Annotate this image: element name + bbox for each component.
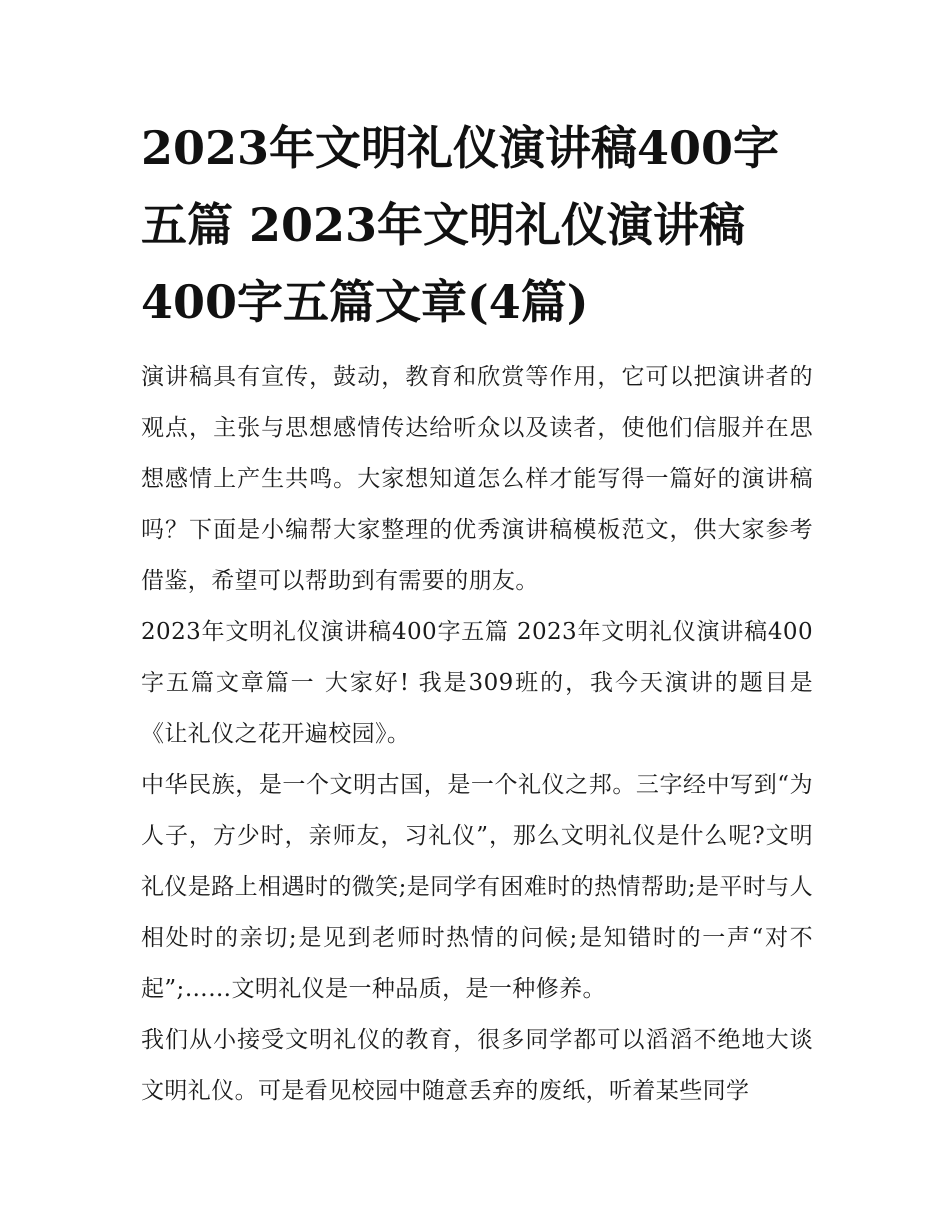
document-page [141, 110, 813, 1117]
document-title: 2023年文明礼仪演讲稿400字五篇 2023年文明礼仪演讲稿400字五篇文章(4篇) [141, 121, 780, 329]
intro-paragraph: 演讲稿具有宣传，鼓动，教育和欣赏等作用，它可以把演讲者的观点，主张与思想感情传达给听众以及读者，使他们信服并在思想感情上产生共鸣。大家想知道怎么样才能写得一篇好的演讲稿吗？下面是小编帮大家整理的优秀演讲稿模板范文，供大家参考借鉴，希望可以帮助到有需要的朋友。 [141, 364, 813, 594]
body-paragraph: 我们从小接受文明礼仪的教育，很多同学都可以滔滔不绝地大谈文明礼仪。可是看见校园中随意丢弃的废纸，听着某些同学 [141, 1027, 813, 1104]
speech-opening-paragraph: 2023年文明礼仪演讲稿400字五篇 2023年文明礼仪演讲稿400字五篇文章篇一 大家好! 我是309班的，我今天演讲的题目是《让礼仪之花开遍校园》。 [141, 619, 813, 747]
body-paragraph: 中华民族，是一个文明古国，是一个礼仪之邦。三字经中写到“为人子，方少时，亲师友，习礼仪”，那么文明礼仪是什么呢?文明礼仪是路上相遇时的微笑;是同学有困难时的热情帮助;是平时与人相处时的亲切;是见到老师时热情的问候;是知错时的一声“对不起”;……文明礼仪是一种品质，是一种修养。 [141, 772, 813, 1002]
